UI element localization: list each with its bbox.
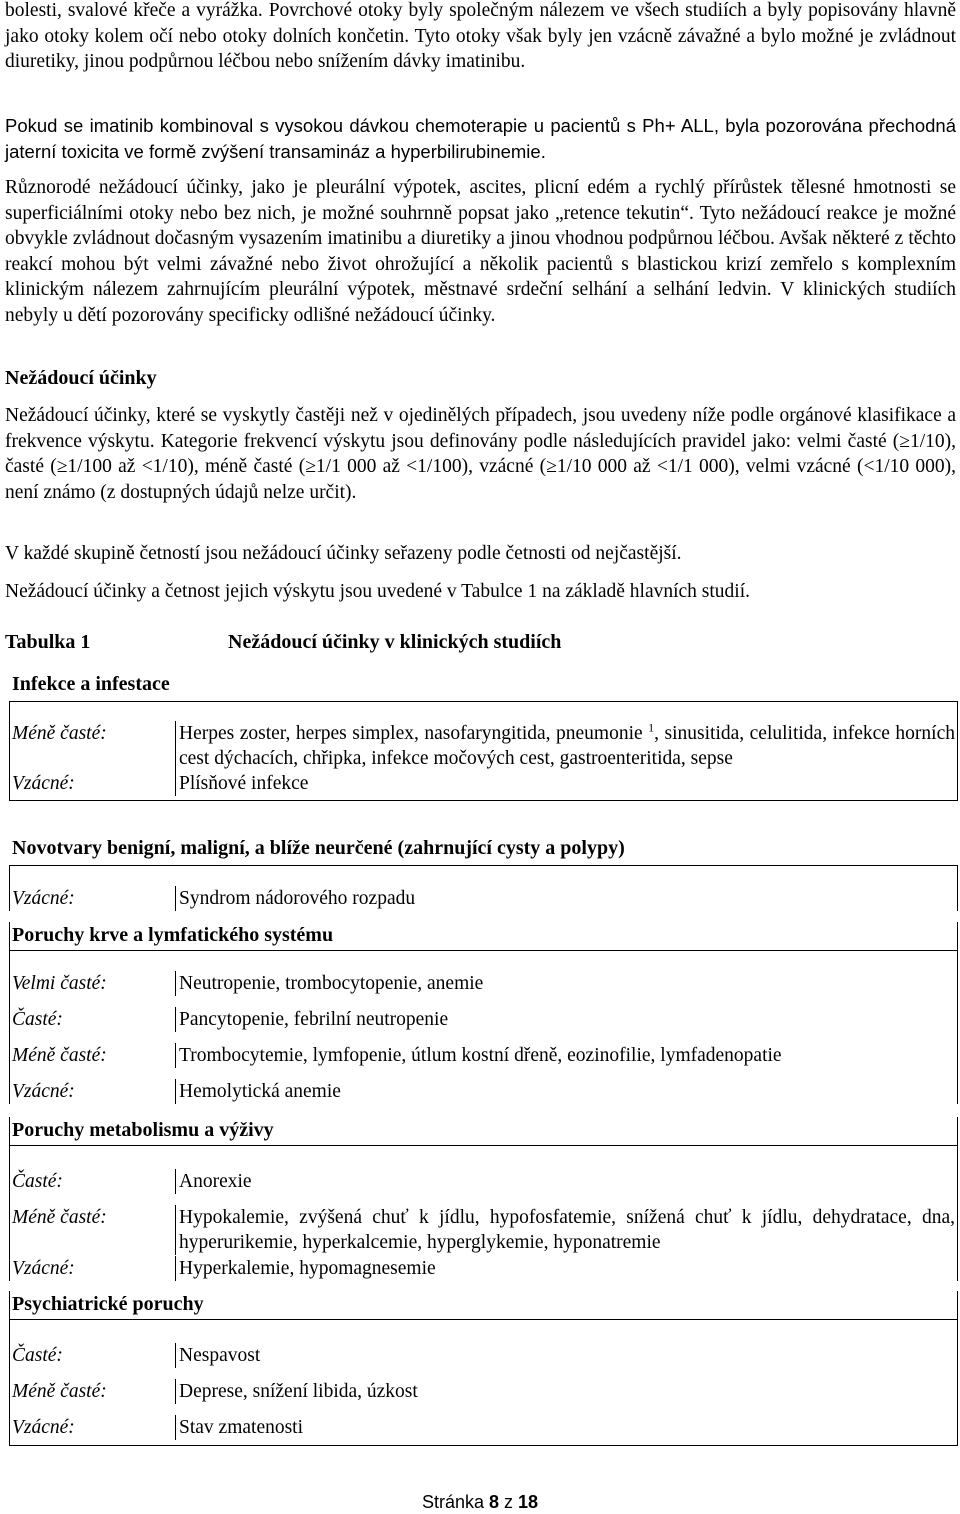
table-section-psychiatric xyxy=(9,1291,958,1446)
frequency-label: Vzácné: xyxy=(12,888,75,909)
table-row xyxy=(10,971,957,996)
section-title: Novotvary benigní, maligní, a blíže neurčené (zahrnující cysty a polypy) xyxy=(12,837,625,859)
table-section-neoplasms xyxy=(9,835,958,911)
footer-prefix: Stránka xyxy=(421,1492,489,1512)
total-pages: 18 xyxy=(518,1492,539,1512)
table-row xyxy=(10,1256,957,1281)
frequency-label: Méně časté: xyxy=(12,1381,107,1402)
paragraph-fluid-retention-intro: bolesti, svalové křeče a vyrážka. Povrchové otoky byly společným nálezem ve všech studiích a byly popisovány hlavně jako otoky kolem očí nebo otoky dolních končetin. Tyto otoky však byly jen vzácně závažné a bylo možné je zvládnout diuretiky, jinou podpůrnou léčbou nebo snížením dávky imatinibu. xyxy=(5,0,956,72)
effects-value: Hyperkalemie, hypomagnesemie xyxy=(175,1256,957,1281)
table-section-metabolism xyxy=(9,1117,958,1281)
paragraph-ordering-note: V každé skupině četností jsou nežádoucí účinky seřazeny podle četnosti od nejčastější. xyxy=(5,543,682,564)
table-row xyxy=(10,721,957,771)
effects-value: Anorexie xyxy=(175,1169,957,1194)
paragraph-hepatic-toxicity: Pokud se imatinib kombinoval s vysokou dávkou chemoterapie u pacientů s Ph+ ALL, byla pozorována přechodná jaterní toxicita ve formě zvýšení transamináz a hyperbilirubinemie. xyxy=(5,115,956,162)
section-rows xyxy=(9,950,958,1104)
frequency-label: Vzácné: xyxy=(12,1417,75,1438)
table-title: Nežádoucí účinky v klinických studiích xyxy=(228,631,562,653)
paragraph-frequency-definitions: Nežádoucí účinky, které se vyskytly častěji než v ojedinělých případech, jsou uvedeny níže podle orgánové klasifikace a frekvence výskytu. Kategorie frekvencí výskytu jsou definovány podle následujících pravidel jako: velmi časté (≥1/10), časté (≥1/100 až <1/10), méně časté (≥1/1 000 až <1/100), vzácné (≥1/10 000 až <1/1 000), velmi vzácné (<1/10 000), není známo (z dostupných údajů nelze určit). xyxy=(5,405,956,503)
table-row xyxy=(10,1043,957,1068)
effects-value: Plísňové infekce xyxy=(175,771,957,796)
frequency-label: Časté: xyxy=(12,1171,63,1192)
section-rows xyxy=(9,1319,958,1446)
effects-value: Nespavost xyxy=(175,1343,957,1368)
frequency-label: Velmi časté: xyxy=(12,973,107,994)
page-footer xyxy=(0,1492,960,1513)
section-title: Poruchy metabolismu a výživy xyxy=(9,1117,958,1145)
section-title: Poruchy krve a lymfatického systému xyxy=(9,922,958,950)
current-page-number: 8 xyxy=(488,1492,499,1512)
section-rows xyxy=(9,865,958,911)
frequency-label: Méně časté: xyxy=(12,1207,107,1228)
frequency-label: Časté: xyxy=(12,1345,63,1366)
table-row xyxy=(10,1343,957,1368)
effects-value: Pancytopenie, febrilní neutropenie xyxy=(175,1007,957,1032)
effects-value: Neutropenie, trombocytopenie, anemie xyxy=(175,971,957,996)
table-row xyxy=(10,771,957,796)
section-rows xyxy=(9,1145,958,1281)
section-title: Infekce a infestace xyxy=(12,673,170,695)
table-row xyxy=(10,1379,957,1404)
table-row xyxy=(10,1205,957,1255)
effects-value: Trombocytemie, lymfopenie, útlum kostní dřeně, eozinofilie, lymfadenopatie xyxy=(175,1043,957,1068)
section-title: Psychiatrické poruchy xyxy=(9,1291,958,1319)
frequency-label: Méně časté: xyxy=(12,723,107,744)
table-caption: Tabulka 1 xyxy=(5,631,91,653)
table-row xyxy=(10,1079,957,1104)
table-section-blood xyxy=(9,922,958,1104)
footer-separator: z xyxy=(499,1492,519,1512)
table-row xyxy=(10,1007,957,1032)
effects-value: Deprese, snížení libida, úzkost xyxy=(175,1379,957,1404)
frequency-label: Vzácné: xyxy=(12,773,75,794)
paragraph-fluid-retention: Různorodé nežádoucí účinky, jako je pleurální výpotek, ascites, plicní edém a rychlý přírůstek tělesné hmotnosti se superficiálními otoky nebo bez nich, je možné souhrnně popsat jako „retence tekutin“. Tyto nežádoucí reakce je možné obvykle zvládnout dočasným vysazením imatinibu a diuretiky a jinou vhodnou podpůrnou léčbou. Avšak některé z těchto reakcí mohou být velmi závažné nebo život ohrožující a několik pacientů s blastickou krizí zemřelo s komplexním klinickým nálezem zahrnujícím pleurální výpotek, městnavé srdeční selhání a selhání ledvin. V klinických studiích nebyly u dětí pozorovány specificky odlišné nežádoucí účinky. xyxy=(5,177,956,326)
frequency-label: Méně časté: xyxy=(12,1045,107,1066)
table-section-infections xyxy=(9,671,958,801)
effects-value: Herpes zoster, herpes simplex, nasofaryngitida, pneumonie $^1$, sinusitida, celulitida, infekce horních cest dýchacích, chřipka, infekce močových cest, gastroenteritida, sepse xyxy=(175,721,957,771)
table-row xyxy=(10,886,957,911)
effects-value: Stav zmatenosti xyxy=(175,1415,957,1440)
section-heading-adverse-effects: Nežádoucí účinky xyxy=(5,367,157,389)
table-row xyxy=(10,1415,957,1440)
effects-value: Syndrom nádorového rozpadu xyxy=(175,886,957,911)
table-row xyxy=(10,1169,957,1194)
frequency-label: Vzácné: xyxy=(12,1081,75,1102)
effects-value: Hypokalemie, zvýšená chuť k jídlu, hypofosfatemie, snížená chuť k jídlu, dehydratace, dna, hyperurikemie, hyperkalcemie, hyperglykemie, hyponatremie xyxy=(175,1205,957,1255)
paragraph-table-reference: Nežádoucí účinky a četnost jejich výskytu jsou uvedené v Tabulce 1 na základě hlavních studií. xyxy=(5,581,751,602)
frequency-label: Vzácné: xyxy=(12,1258,75,1279)
effects-value: Hemolytická anemie xyxy=(175,1079,957,1104)
section-rows xyxy=(9,701,958,801)
footnote-marker: 1 xyxy=(648,720,655,735)
frequency-label: Časté: xyxy=(12,1009,63,1030)
